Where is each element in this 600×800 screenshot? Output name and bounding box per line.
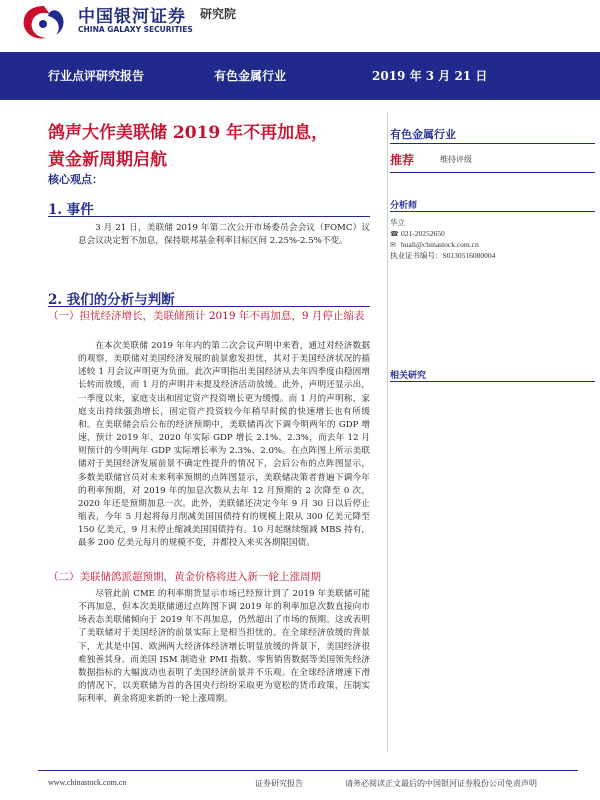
report-title-line2: 黄金新周期启航: [48, 150, 167, 170]
logo-english-text: CHINA GALAXY SECURITIES: [78, 25, 193, 34]
sidebar-industry: 有色金属行业: [390, 128, 456, 141]
rating-recommend: 推荐: [390, 153, 415, 167]
sidebar-rule-top: [390, 143, 595, 144]
rating-status: 维持评级: [440, 155, 472, 164]
email-icon: ✉: [390, 241, 396, 249]
page-header: [0, 0, 600, 52]
report-type: 行业点评研究报告: [48, 69, 145, 83]
analyst-name: 华立: [390, 218, 405, 227]
sidebar-rule-analyst: [390, 211, 595, 212]
subsection2-heading: （二）美联储鸽派超预期，黄金价格将进入新一轮上涨周期: [48, 571, 321, 583]
section1-paragraph: 3 月 21 日，美联储 2019 年第二次公开市场委员会会议（FOMC）议息会议决定暂不加息，保持联邦基金利率目标区间 2.25%-2.5%不变。: [78, 223, 370, 247]
related-research-heading: 相关研究: [390, 371, 427, 381]
report-banner: [0, 52, 600, 100]
galaxy-logo-icon: [18, 2, 70, 42]
subsection1-paragraph: 在本次美联储 2019 年年内的第二次会议声明中来看，通过对经济数据的观察，美联储对美国经济发展的前景愈发担忧，其对于美国经济状况的描述较 1 月会议声明更为负面。此次声明指出美国经济从去年四季度由稳固增长转而放缓，而 1 月的声明并未提及经济活动放缓。此外，声明还显示出，一季度以来，家庭支出和固定资产投资增长更为缓慢。而 1 月的声明称，家庭支出持续强劲增长，固定资产投资较今年稍早时候的快速增长也有所缓和。在美联储会后公布的经济预期中，美联储再次下调今明两年的 GDP 增速，预计 2019 年、2020 年实际 GDP 增长 2.1%、2.3%，而去年 12 月则预计的今明两年 GDP 实际增长率为 2.3%、2.0%。在点阵图上所示美联储对于美国经济发展前景不确定性提升的情况下，会后公布的点阵图显示，多数美联储官员对未来利率预期的点阵图显示，美联储决策者普遍下调今年的利率预期，对 2019 年的加息次数从去年 12 月预期的 2 次降至 0 次，2020 年还是预期加息一次。此外，美联储还决定今年 9 月 30 日以后停止缩表，今年 5 月起将每月削减美国国债持有的规模上限从 300 亿美元降至 150 亿美元，9 月末停止缩减美国国债持有。10 月起继续缩减 MBS 持有，最多 200 亿美元每月的规模不变，并都投入来买各期限国债。: [78, 341, 370, 549]
banner-industry: 有色金属行业: [214, 69, 287, 83]
sidebar-divider: [387, 112, 388, 752]
phone-icon: ☎: [390, 230, 399, 238]
sidebar-rule-related: [390, 381, 595, 382]
subsection1-heading: （一）担忧经济增长，美联储预计 2019 年不再加息，9 月停止缩表: [48, 310, 365, 322]
analyst-phone: 021-20252650: [401, 229, 445, 238]
section2-heading: 2. 我们的分析与判断: [48, 292, 175, 308]
analyst-email[interactable]: huali@chinastock.com.cn: [401, 240, 479, 249]
analyst-heading: 分析师: [390, 201, 418, 211]
analyst-email-row: [390, 240, 479, 250]
footer-center: 证券研究报告: [255, 779, 303, 788]
subsection2-paragraph: 尽管此前 CME 的利率期货显示市场已经预计到了 2019 年美联储可能不再加息，但本次美联储通过点阵图下调 2019 年的利率加息次数直接向市场表态美联储倾向于 2019 年不再加息，仍然超出了市场的预期。这或表明了美联储对于美国经济的前景实际上是相当担忧的。在全球经济放缓的背景下，尤其是中国、欧洲两大经济体经济增长明显放缓的背景下，美国经济很难独善其身。而美国 ISM 制造业 PMI 指数、零售销售数据等美国领先经济数据指标的大幅波动也表明了美国经济前景并不乐观。在全球经济增速下滑的情况下，以美联储为首的各国央行纷纷采取更为宽松的货币政策，压制实际利率，黄金将迎来新的一轮上涨周期。: [78, 589, 370, 705]
sidebar-rule-rating: [390, 172, 595, 173]
section2-divider: [48, 306, 370, 307]
analyst-phone-row: [390, 229, 445, 239]
section1-divider: [48, 216, 370, 217]
footer-divider: [38, 770, 578, 771]
section1-heading: 1. 事件: [48, 202, 94, 218]
footer-disclaimer: 请务必阅读正文最后的中国银河证券股份公司免责声明: [345, 779, 537, 788]
logo-chinese-text: 中国银河证券: [78, 7, 186, 27]
analyst-license: 执业证书编号：S0130516080004: [390, 251, 496, 260]
department-label: 研究院: [200, 7, 237, 21]
core-viewpoint-label: 核心观点：: [48, 173, 103, 186]
footer-website[interactable]: www.chinastock.com.cn: [48, 778, 127, 787]
report-date: 2019 年 3 月 21 日: [372, 69, 488, 83]
report-title-line1: 鸽声大作美联储 2019 年不再加息，: [48, 123, 329, 143]
